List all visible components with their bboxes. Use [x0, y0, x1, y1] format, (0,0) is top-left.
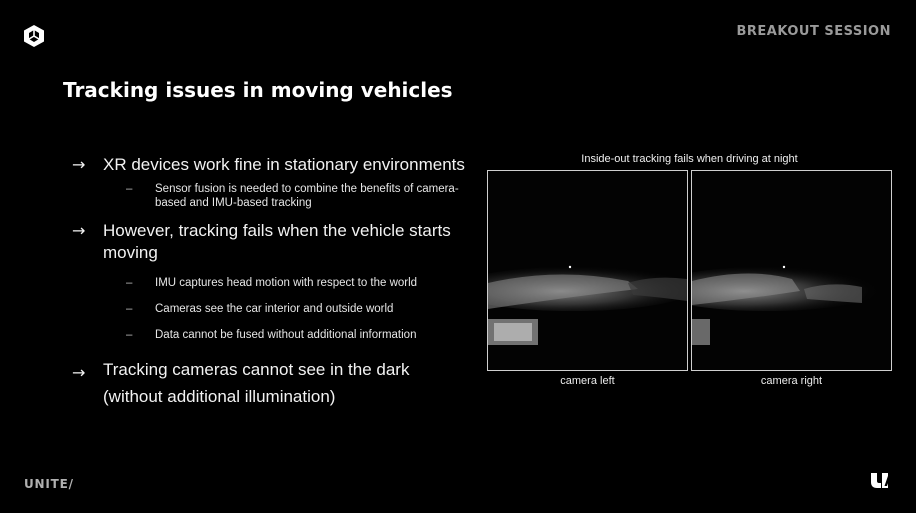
sub-bullet-item [72, 182, 467, 210]
slide-title: Tracking issues in moving vehicles [63, 78, 453, 102]
session-tag: BREAKOUT SESSION [736, 24, 891, 39]
bullet-text: XR devices work fine in stationary environments [103, 155, 465, 174]
dash-icon: – [126, 277, 133, 289]
bullet-item [72, 220, 467, 264]
camera-left-image [487, 170, 688, 371]
bullet-item [72, 356, 467, 410]
bullet-list [72, 154, 467, 410]
sub-bullet-text: Data cannot be fused without additional information [155, 329, 417, 341]
bullet-text: However, tracking fails when the vehicle starts moving [103, 221, 451, 262]
sub-bullet-text: Cameras see the car interior and outside world [155, 303, 394, 315]
sub-bullet-item [72, 302, 467, 316]
dash-icon: – [126, 183, 133, 195]
camera-right-image [691, 170, 892, 371]
sub-bullet-item [72, 276, 467, 290]
unity-cube-icon [22, 24, 46, 48]
figure-caption: Inside-out tracking fails when driving at night [581, 153, 798, 165]
unite-logo: UNITE/ [24, 477, 74, 491]
unity-u-logo-icon [870, 472, 892, 488]
dash-icon: – [126, 303, 133, 315]
night-road-image [692, 171, 891, 370]
bullet-item [72, 154, 467, 176]
arrow-icon: → [72, 363, 86, 382]
camera-right-label: camera right [760, 375, 823, 387]
sub-bullet-text: Sensor fusion is needed to combine the benefits of camera-based and IMU-based tracking [155, 183, 459, 209]
arrow-icon: → [72, 155, 86, 174]
sub-bullet-text: IMU captures head motion with respect to the world [155, 277, 418, 289]
dash-icon: – [126, 329, 133, 341]
arrow-icon: → [72, 221, 86, 240]
camera-left-label: camera left [560, 375, 615, 387]
night-road-image [488, 171, 687, 370]
sub-bullet-item [72, 328, 467, 342]
bullet-text: Tracking cameras cannot see in the dark (without additional illumination) [103, 360, 410, 406]
